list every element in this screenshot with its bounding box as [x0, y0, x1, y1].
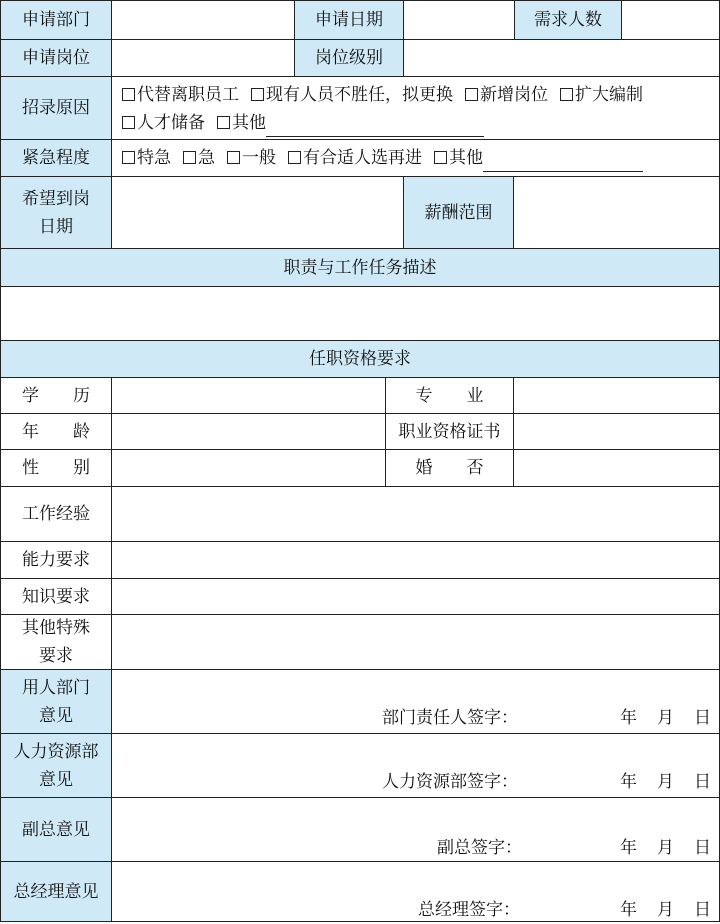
- dept-opinion-input-cell[interactable]: [111, 669, 720, 734]
- hr-opinion-label: [0, 733, 112, 798]
- other-label-line2: 要求: [39, 646, 73, 666]
- urgency-other-blank[interactable]: [483, 151, 643, 172]
- urgency-label: 紧急程度: [0, 139, 112, 177]
- experience-label: 工作经验: [0, 486, 112, 542]
- reason-option-label: 代替离职员工: [137, 85, 239, 105]
- checkbox-icon: [122, 151, 135, 164]
- reason-option-label: 扩大编制: [575, 85, 643, 105]
- duties-section-title: 职责与工作任务描述: [0, 248, 720, 287]
- vp-day: 日: [694, 838, 711, 858]
- dept-opinion-label: [0, 669, 112, 734]
- other-requirements-input-cell[interactable]: [111, 614, 720, 670]
- count-label: 需求人数: [514, 0, 622, 40]
- position-input-cell[interactable]: [111, 39, 295, 77]
- salary-range-input-cell[interactable]: [513, 176, 720, 249]
- age-label: 年 龄: [0, 413, 112, 450]
- reason-option-other[interactable]: [217, 113, 484, 133]
- urgency-option-label: 其他: [449, 148, 483, 168]
- vp-year: 年: [620, 838, 637, 858]
- reason-option[interactable]: [122, 113, 205, 133]
- dept-month: 月: [657, 708, 674, 728]
- gm-opinion-input-cell[interactable]: [111, 861, 720, 922]
- hr-opinion-line2: 意见: [39, 769, 73, 790]
- other-requirements-label: [0, 614, 112, 670]
- ability-input-cell[interactable]: [111, 541, 720, 579]
- checkbox-icon: [434, 151, 447, 164]
- arrival-label-line1: 希望到岗: [22, 188, 90, 209]
- gender-input-cell[interactable]: [111, 449, 386, 487]
- checkbox-icon: [122, 116, 135, 129]
- vp-month: 月: [657, 838, 674, 858]
- urgency-option-label: 有合适人选再进: [303, 148, 422, 168]
- date-input-cell[interactable]: [403, 0, 515, 40]
- dept-year: 年: [620, 708, 637, 728]
- salary-range-label: 薪酬范围: [403, 176, 514, 249]
- position-label: 申请岗位: [0, 39, 112, 77]
- vp-opinion-input-cell[interactable]: [111, 797, 720, 862]
- checkbox-icon: [288, 151, 301, 164]
- checkbox-icon: [217, 116, 230, 129]
- reason-other-blank[interactable]: [266, 116, 484, 137]
- urgency-option[interactable]: [288, 148, 422, 168]
- ability-label: 能力要求: [0, 541, 112, 579]
- reason-option[interactable]: [465, 85, 548, 105]
- knowledge-label: 知识要求: [0, 578, 112, 615]
- dept-label: 申请部门: [0, 0, 112, 40]
- gm-month: 月: [657, 900, 674, 920]
- dept-input-cell[interactable]: [111, 0, 295, 40]
- duties-description-input[interactable]: [0, 286, 720, 341]
- gm-year: 年: [620, 900, 637, 920]
- dept-opinion-line1: 用人部门: [22, 677, 90, 698]
- gm-sign-label: 总经理签字：: [418, 900, 520, 920]
- reason-label: 招录原因: [0, 76, 112, 140]
- major-input-cell[interactable]: [513, 377, 720, 414]
- level-input-cell[interactable]: [403, 39, 720, 77]
- arrival-date-input-cell[interactable]: [111, 176, 404, 249]
- dept-opinion-line2: 意见: [39, 705, 73, 726]
- reason-option-label: 新增岗位: [480, 85, 548, 105]
- age-input-cell[interactable]: [111, 413, 386, 450]
- reason-option[interactable]: [251, 85, 453, 105]
- arrival-label-line2: 日期: [39, 216, 73, 237]
- arrival-date-label: [0, 176, 112, 249]
- checkbox-icon: [122, 88, 135, 101]
- checkbox-icon: [560, 88, 573, 101]
- checkbox-icon: [465, 88, 478, 101]
- dept-sign-label: 部门责任人签字：: [382, 708, 518, 728]
- marital-label: 婚 否: [385, 449, 514, 487]
- checkbox-icon: [183, 151, 196, 164]
- urgency-option[interactable]: [122, 148, 171, 168]
- urgency-option-label: 特急: [137, 148, 171, 168]
- count-input-cell[interactable]: [621, 0, 720, 40]
- hr-month: 月: [657, 772, 674, 792]
- education-label: 学 历: [0, 377, 112, 414]
- gm-day: 日: [694, 900, 711, 920]
- urgency-option-other[interactable]: [434, 148, 643, 168]
- other-label-line1: 其他特殊: [22, 618, 90, 638]
- experience-input-cell[interactable]: [111, 486, 720, 542]
- reason-option[interactable]: [560, 85, 643, 105]
- education-input-cell[interactable]: [111, 377, 386, 414]
- urgency-option[interactable]: [183, 148, 215, 168]
- urgency-option-label: 一般: [242, 148, 276, 168]
- checkbox-icon: [227, 151, 240, 164]
- knowledge-input-cell[interactable]: [111, 578, 720, 615]
- gender-label: 性 别: [0, 449, 112, 487]
- urgency-option-label: 急: [198, 148, 215, 168]
- reason-option-label: 其他: [232, 113, 266, 133]
- urgency-option[interactable]: [227, 148, 276, 168]
- reason-option-label: 现有人员不胜任，拟更换: [266, 85, 453, 105]
- marital-input-cell[interactable]: [513, 449, 720, 487]
- certificate-label: 职业资格证书: [385, 413, 514, 450]
- checkbox-icon: [251, 88, 264, 101]
- reason-option-label: 人才储备: [137, 113, 205, 133]
- hr-sign-label: 人力资源部签字：: [382, 772, 518, 792]
- hr-year: 年: [620, 772, 637, 792]
- major-label: 专 业: [385, 377, 514, 414]
- level-label: 岗位级别: [294, 39, 404, 77]
- certificate-input-cell[interactable]: [513, 413, 720, 450]
- hr-day: 日: [694, 772, 711, 792]
- vp-opinion-label: 副总意见: [0, 797, 112, 862]
- hr-opinion-line1: 人力资源部: [13, 741, 99, 762]
- date-label: 申请日期: [294, 0, 404, 40]
- dept-day: 日: [694, 708, 711, 728]
- reason-option[interactable]: [122, 85, 239, 105]
- gm-opinion-label: 总经理意见: [0, 861, 112, 922]
- vp-sign-label: 副总签字：: [437, 838, 522, 858]
- reason-options-cell: [111, 76, 720, 140]
- qualifications-section-title: 任职资格要求: [0, 340, 720, 378]
- hr-opinion-input-cell[interactable]: [111, 733, 720, 798]
- urgency-options-cell: [111, 139, 720, 177]
